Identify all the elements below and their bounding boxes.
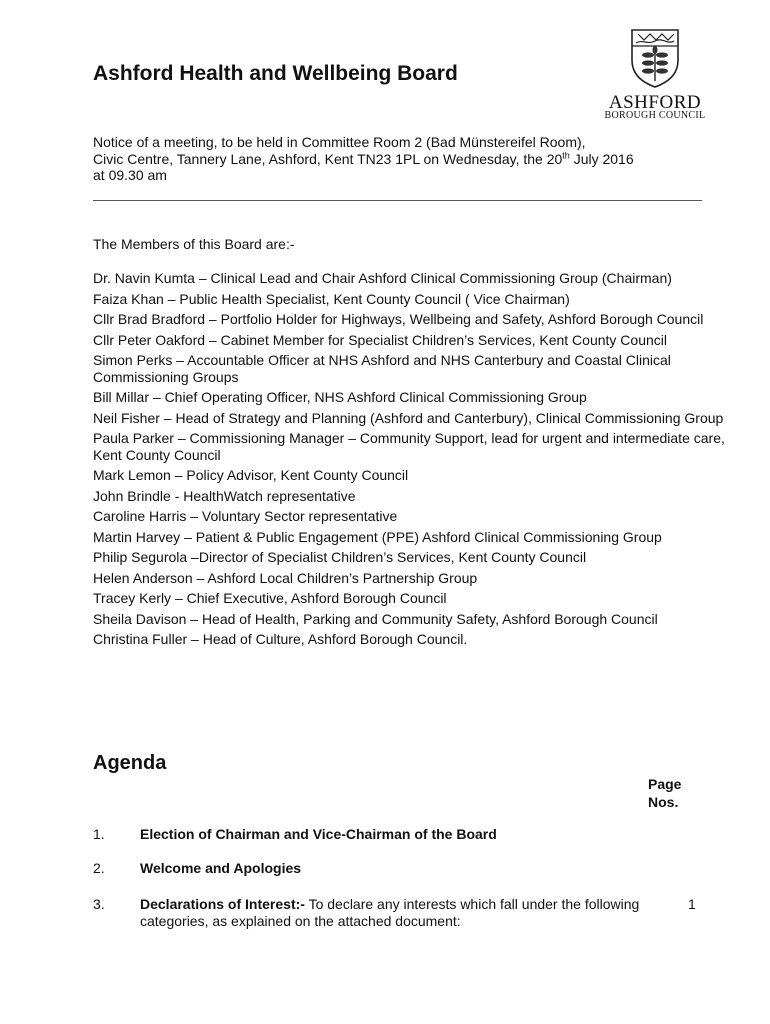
members-intro: The Members of this Board are:- xyxy=(93,236,295,252)
agenda-heading: Agenda xyxy=(93,752,167,774)
member-item: John Brindle - HealthWatch representative xyxy=(93,487,356,504)
agenda-item-text: To declare any interests which fall under the following categories, as explained on the attached document: xyxy=(140,896,640,929)
page-nos-label-line-2: Nos. xyxy=(648,794,679,810)
council-crest-icon xyxy=(626,26,684,88)
agenda-item-body xyxy=(140,860,645,877)
agenda-item-number: 2. xyxy=(93,860,105,876)
divider xyxy=(93,200,702,201)
member-item: Tracey Kerly – Chief Executive, Ashford Borough Council xyxy=(93,590,447,606)
notice-date-suffix: th xyxy=(562,149,570,160)
member-item: Paula Parker – Commissioning Manager – Community Support, lead for urgent and intermediate care, Kent County Council xyxy=(93,430,725,463)
council-logo xyxy=(597,26,713,122)
notice-date-month: July 2016 xyxy=(569,150,634,167)
page-nos-label-line-1: Page xyxy=(648,776,682,792)
member-item: Bill Millar – Chief Operating Officer, NHS Ashford Clinical Commissioning Group xyxy=(93,389,587,405)
agenda-item-number: 3. xyxy=(93,896,105,912)
notice-line-3: at 09.30 am xyxy=(93,167,167,183)
member-item: Sheila Davison – Head of Health, Parking and Community Safety, Ashford Borough Council xyxy=(93,610,658,627)
member-item: Caroline Harris – Voluntary Sector representative xyxy=(93,508,398,524)
member-item: Martin Harvey – Patient & Public Engagement (PPE) Ashford Clinical Commissioning Group xyxy=(93,528,662,545)
member-item: Christina Fuller – Head of Culture, Ashford Borough Council. xyxy=(93,631,468,647)
agenda-item-body xyxy=(140,896,645,929)
member-item: Cllr Brad Bradford – Portfolio Holder for Highways, Wellbeing and Safety, Ashford Borough Council xyxy=(93,311,704,327)
member-item: Simon Perks – Accountable Officer at NHS Ashford and NHS Canterbury and Coastal Clinical Commissioning Groups xyxy=(93,352,671,385)
agenda-item-number: 1. xyxy=(93,826,105,842)
page-nos-label xyxy=(648,775,718,811)
member-item: Philip Segurola –Director of Specialist Children’s Services, Kent County Council xyxy=(93,549,587,565)
notice-line-2 xyxy=(93,151,713,168)
member-item: Mark Lemon – Policy Advisor, Kent County Council xyxy=(93,467,409,483)
member-item: Dr. Navin Kumta – Clinical Lead and Chair Ashford Clinical Commissioning Group (Chairman) xyxy=(93,270,672,286)
member-item: Helen Anderson – Ashford Local Children’s Partnership Group xyxy=(93,569,478,586)
member-item: Cllr Peter Oakford – Cabinet Member for Specialist Children’s Services, Kent County Council xyxy=(93,331,667,348)
member-item: Neil Fisher – Head of Strategy and Planning (Ashford and Canterbury), Clinical Commissioning Group xyxy=(93,409,724,426)
members-list xyxy=(93,270,733,652)
notice-line-1: Notice of a meeting, to be held in Committee Room 2 (Bad Münstereifel Room), xyxy=(93,134,586,150)
page-title: Ashford Health and Wellbeing Board xyxy=(93,62,458,85)
agenda-item-title: Declarations of Interest:- xyxy=(140,896,305,912)
council-logo-subtitle: BOROUGH COUNCIL xyxy=(604,110,706,121)
agenda-item-page: 1 xyxy=(688,896,696,912)
council-logo-name: ASHFORD xyxy=(608,92,702,113)
agenda-item-title: Election of Chairman and Vice-Chairman of the Board xyxy=(140,826,497,842)
meeting-notice xyxy=(93,134,713,184)
notice-date-text: Civic Centre, Tannery Lane, Ashford, Kent TN23 1PL on Wednesday, the 20 xyxy=(93,150,563,167)
agenda-item-title: Welcome and Apologies xyxy=(140,860,302,876)
member-item: Faiza Khan – Public Health Specialist, Kent County Council ( Vice Chairman) xyxy=(93,290,570,307)
agenda-item-body xyxy=(140,826,645,843)
